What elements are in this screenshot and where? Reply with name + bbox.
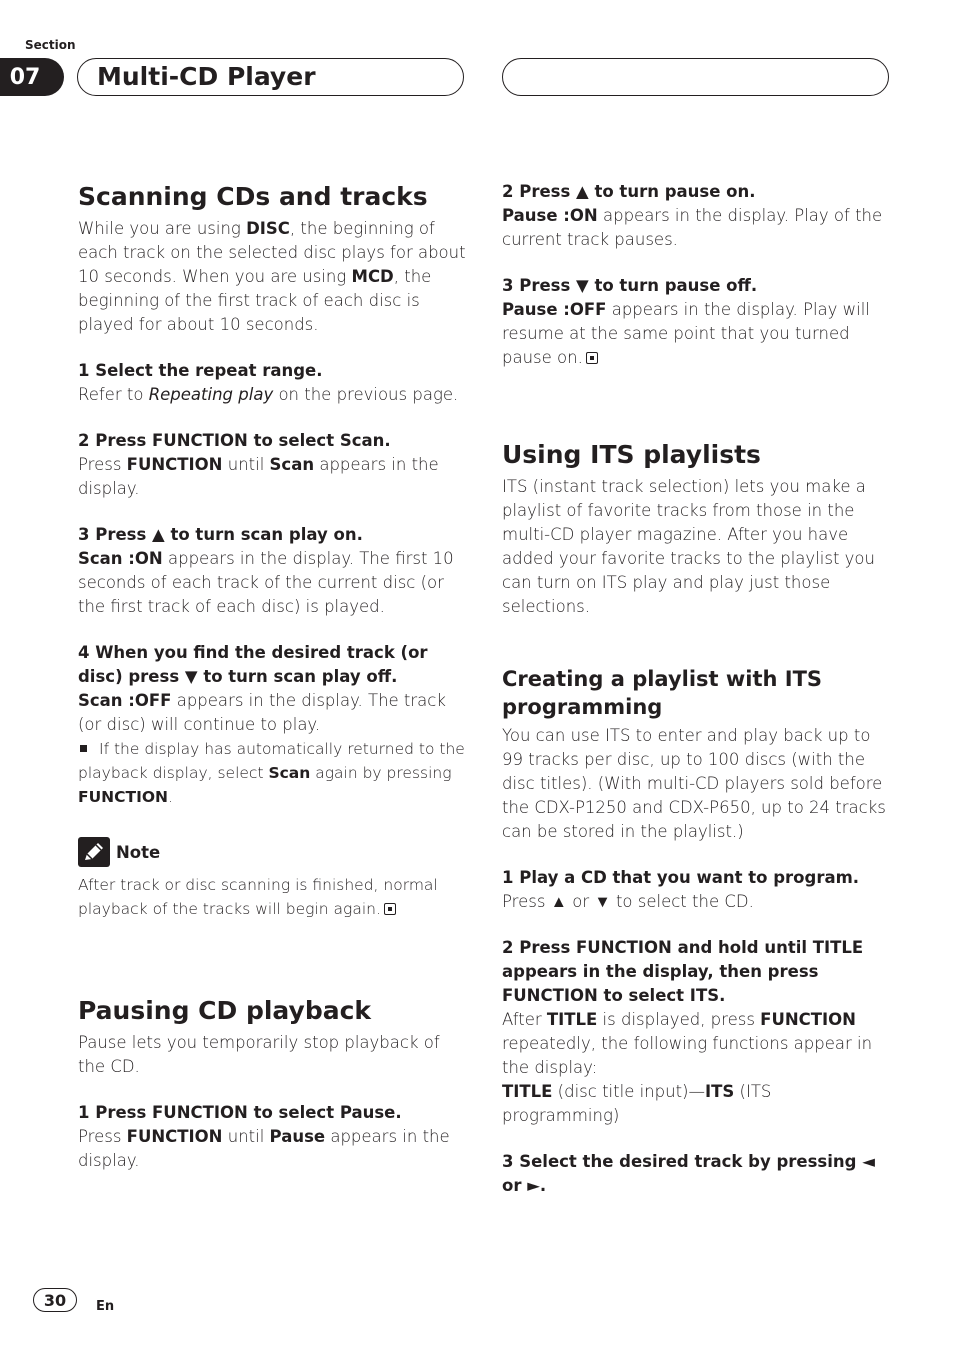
page-number: 30: [33, 1288, 77, 1312]
section-number-tab: 07: [0, 58, 64, 96]
pause-step-1-body: Press FUNCTION until Pause appears in the display.: [78, 1127, 450, 1170]
creating-playlist-intro: You can use ITS to enter and play back up to 99 tracks per disc, up to 100 discs (with the disc titles). (With multi-CD players sold before the CDX-P1250 and CDX-P650, up to 24 tracks can be stored in the playlist.): [502, 726, 886, 841]
pause-step-1-title: 1 Press FUNCTION to select Pause.: [78, 1103, 402, 1122]
scan-step-1-title: 1 Select the repeat range.: [78, 361, 323, 380]
left-column: [78, 180, 466, 1173]
end-of-section-icon: [384, 903, 396, 915]
heading-scanning: Scanning CDs and tracks: [78, 182, 428, 211]
scan-step-3-body: Scan :ON appears in the display. The first 10 seconds of each track of the current disc (or the first track of each disc) is played.: [78, 549, 454, 616]
heading-creating-playlist: Creating a playlist with ITS programming: [502, 667, 823, 719]
page-header-title: Multi-CD Player: [97, 62, 316, 91]
language-code: En: [96, 1299, 115, 1314]
note-title: Note: [116, 842, 161, 862]
heading-pausing: Pausing CD playback: [78, 996, 372, 1025]
note-body-text: After track or disc scanning is finished, normal playback of the tracks will begin again.: [78, 876, 438, 918]
its-step-2-list: TITLE (disc title input)—ITS (ITS programming): [502, 1082, 772, 1125]
its-intro: ITS (instant track selection) lets you make a playlist of favorite tracks from those in the multi-CD player magazine. After you have added your favorite tracks to the playlist you can turn on ITS play and play just those selections.: [502, 477, 875, 616]
section-label: Section: [25, 38, 76, 52]
right-column: [502, 180, 890, 1198]
end-of-section-icon: [586, 352, 598, 364]
scan-step-3-title: 3 Press ▲ to turn scan play on.: [78, 525, 363, 544]
its-step-3-title: 3 Select the desired track by pressing ◄ or ►.: [502, 1152, 875, 1195]
pause-step-2-title: 2 Press ▲ to turn pause on.: [502, 182, 756, 201]
scan-step-4-body: Scan :OFF appears in the display. The track (or disc) will continue to play.: [78, 691, 446, 734]
note-header: [78, 837, 466, 867]
scan-step-4-bullet: [78, 737, 466, 809]
its-step-1-title: 1 Play a CD that you want to program.: [502, 868, 860, 887]
pause-step-3-title: 3 Press ▼ to turn pause off.: [502, 276, 758, 295]
pause-step-3-body: [502, 298, 890, 370]
scan-step-1-body: Refer to Repeating play on the previous page.: [78, 385, 459, 404]
scan-step-2-title: 2 Press FUNCTION to select Scan.: [78, 431, 391, 450]
pause-step-3-body-text: Pause :OFF appears in the display. Play will resume at the same point that you turned pause on.: [502, 300, 870, 367]
its-step-2-title: 2 Press FUNCTION and hold until TITLE appears in the display, then press FUNCTION to select ITS.: [502, 938, 864, 1005]
its-step-1-body: Press ▲ or ▼ to select the CD.: [502, 892, 754, 911]
pencil-note-icon: [78, 837, 110, 867]
note-body: [78, 873, 466, 921]
scan-step-4-bullet-text: If the display has automatically returned to the playback display, select Scan again by pressing FUNCTION.: [78, 740, 465, 806]
pausing-intro: Pause lets you temporarily stop playback of the CD.: [78, 1033, 440, 1076]
heading-its: Using ITS playlists: [502, 440, 761, 469]
scan-step-2-body: Press FUNCTION until Scan appears in the display.: [78, 455, 439, 498]
header-empty-frame: [502, 58, 889, 96]
scan-step-4-title: 4 When you find the desired track (or disc) press ▼ to turn scan play off.: [78, 643, 428, 686]
its-step-2-body: After TITLE is displayed, press FUNCTION repeatedly, the following functions appear in the display:: [502, 1010, 873, 1077]
bullet-square-icon: [80, 745, 87, 752]
pause-step-2-body: Pause :ON appears in the display. Play of the current track pauses.: [502, 206, 883, 249]
scanning-intro: While you are using DISC, the beginning of each track on the selected disc plays for about 10 seconds. When you are using MCD, the beginning of the first track of each disc is played for about 10 seconds.: [78, 219, 466, 334]
